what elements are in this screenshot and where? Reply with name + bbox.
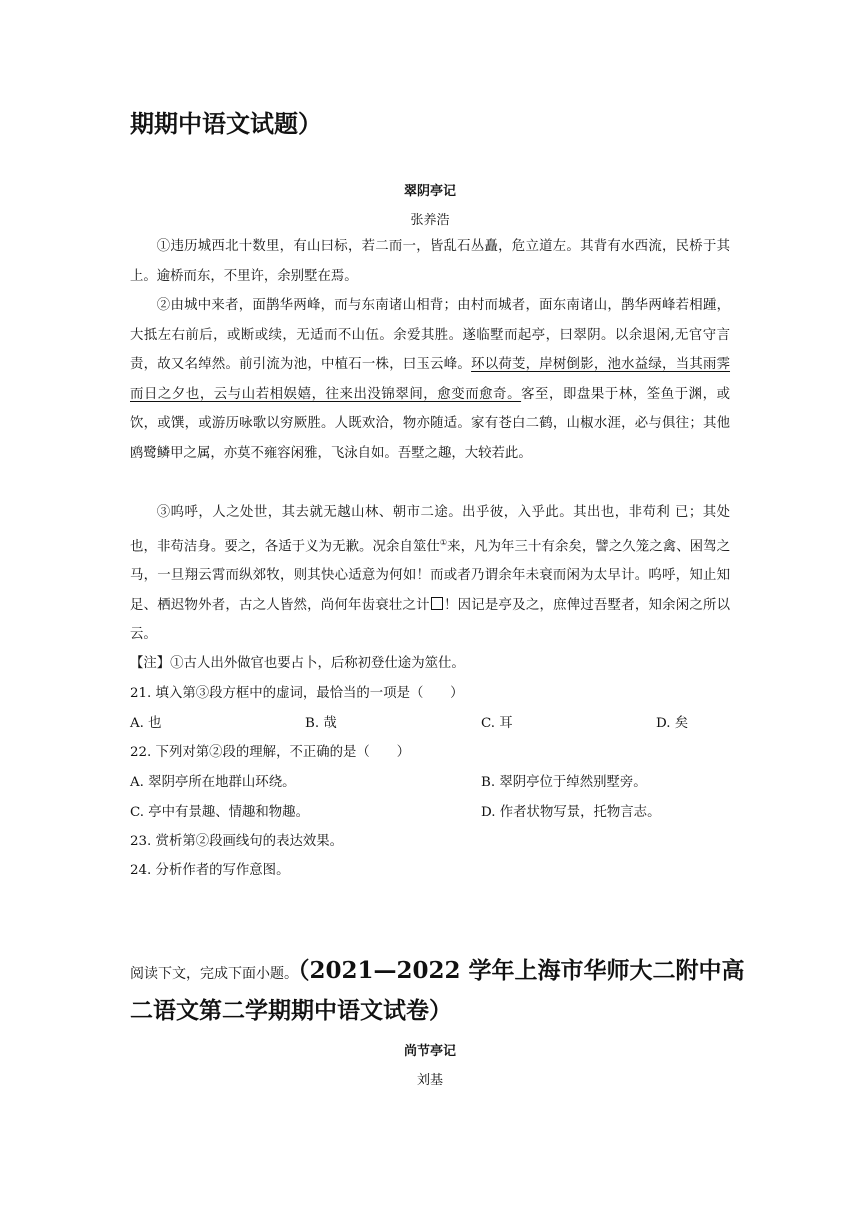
article-2-title: 尚节亭记 (403, 1044, 456, 1059)
footnote: 【注】①古人出外做官也要占卜，后称初登仕途为筮仕。 (130, 656, 465, 671)
page-title: 期期中语文试题） (130, 109, 322, 138)
question-23: 23. 赏析第②段画线句的表达效果。 (130, 834, 344, 849)
paragraph-1: ①违历城西北十数里，有山曰标，若二而一，皆乱石丛矗，危立道左。其背有水西流，民桥于其上。逾桥而东，不里许，余别墅在焉。 (130, 239, 730, 284)
q21-option-d: D. 矣 (656, 716, 689, 731)
article-2-author: 刘基 (416, 1073, 443, 1088)
question-24: 24. 分析作者的写作意图。 (130, 863, 290, 878)
q21-option-c: C. 耳 (481, 716, 513, 731)
article-title: 翠阴亭记 (403, 184, 456, 199)
q21-option-b: B. 哉 (305, 716, 337, 731)
section-2-intro: 阅读下文，完成下面小题。（2021—2022 学年上海市华师大二附中高 (130, 957, 745, 984)
section-2-source: 二语文第二学期期中语文试卷） (130, 997, 452, 1024)
question-22: 22. 下列对第②段的理解，不正确的是（ ） (130, 745, 410, 760)
q22-option-b: B. 翠阴亭位于绰然别墅旁。 (481, 775, 647, 790)
q22-option-c: C. 亭中有景趣、情趣和物趣。 (130, 805, 309, 820)
q21-option-a: A. 也 (130, 716, 162, 731)
q22-option-a: A. 翠阴亭所在地群山环绕。 (130, 775, 296, 790)
article-author: 张养浩 (410, 213, 450, 228)
blank-box (431, 597, 443, 610)
footnote-marker: ① (439, 537, 448, 547)
paragraph-2: ②由城中来者，面鹊华两峰，而与东南诸山相背；由村而城者，面东南诸山，鹊华两峰若相踵，大抵左右前后，或断或续，无适而不山伍。余爱其胜。遂临墅而起亭，曰翠阴。以余退闲,无官守言责，故又名绰然。前引流为池，中植石一株，曰玉云峰。环以荷芰，岸树倒影，池水益绿，当其雨霁而日之夕也，云与山若相娱嬉，往来出没锦翠间，愈变而愈奇。客至，即盘果于林，筌鱼于渊，或饮，或馔，或游历咏歌以穷厥胜。人既欢洽，物亦随适。家有苍白二鹤，山椒水涯，必与俱往；其他鸥鹭鳞甲之属，亦莫不雍容闲雅，飞泳自如。吾墅之趣，大较若此。 (130, 298, 731, 461)
q22-option-d: D. 作者状物写景，托物言志。 (481, 805, 661, 820)
paragraph-3: ③呜呼，人之处世，其去就无越山林、朝市二途。出乎彼，入乎此。其出也，非苟利 已；其处也，非苟洁身。要之，各适于义为无歉。况余自筮仕①来，凡为年三十有余矣，譬之久笼之禽、困驾之马，一旦翔云霄而纵郊牧，则其快心适意为何如！而或者乃谓余年未衰而闲为太早计。呜呼，知止知足、栖迟物外者，古之人皆然，尚何年齿衰壮之计 ！因记是亭及之，庶俾过吾墅者，知余闲之所以云。 (130, 505, 731, 643)
underlined-sentence: 环以荷芰，岸树倒影，池水益绿，当其雨霁而日之夕也，云与山若相娱嬉，往来出没锦翠间，愈变而愈奇。 (130, 357, 731, 402)
question-21: 21. 填入第③段方框中的虚词，最恰当的一项是（ ） (130, 686, 464, 701)
